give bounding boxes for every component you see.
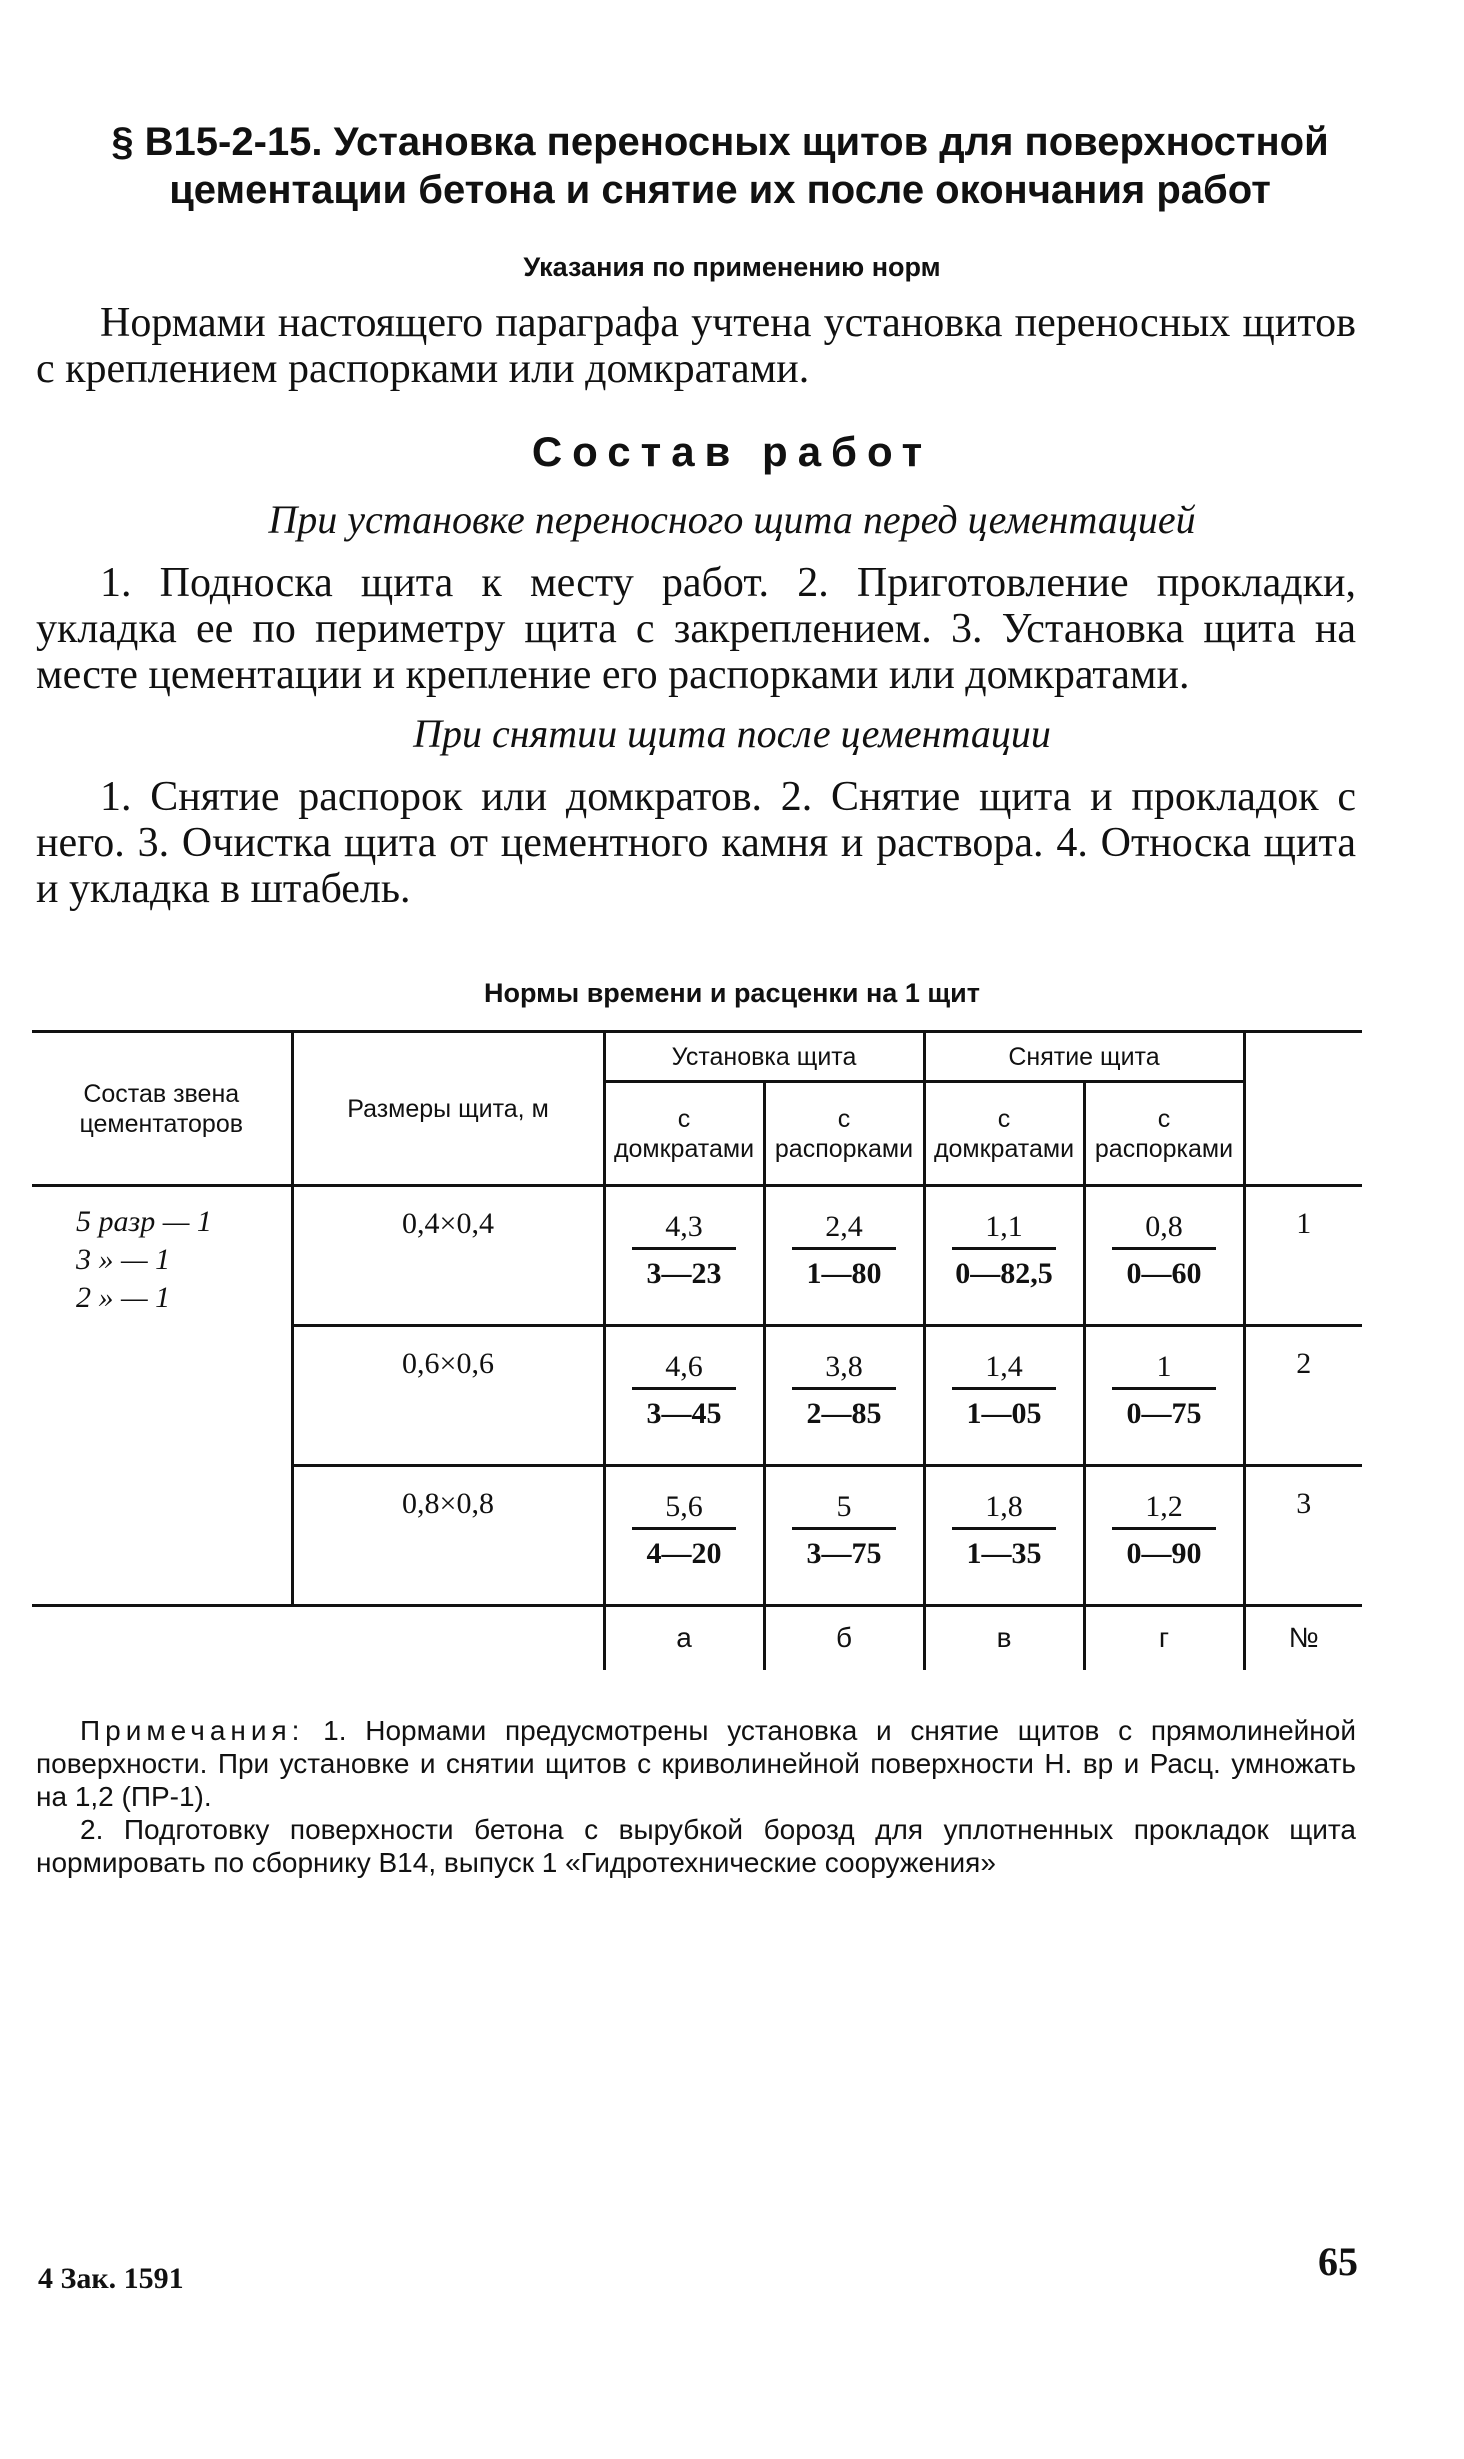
norm-rate: 3—45 [646, 1397, 722, 1430]
column-id: а [604, 1606, 764, 1670]
norm-cell [604, 1326, 764, 1466]
row-number: 1 [1244, 1186, 1362, 1326]
note-1 [36, 1714, 1356, 1813]
section-heading [70, 118, 1370, 214]
column-id-row [32, 1606, 1362, 1670]
row-number: 3 [1244, 1466, 1362, 1606]
empty-cell [32, 1606, 292, 1670]
norm-cell [764, 1466, 924, 1606]
install-header: Установка щита [604, 1032, 924, 1082]
norm-cell [1084, 1326, 1244, 1466]
norm-cell [1084, 1186, 1244, 1326]
note-2: 2. Подготовку поверхности бетона с вырубкой борозд для уплотненных прокладок щита нормировать по сборнику В14, выпуск 1 «Гидротехнические сооружения» [36, 1814, 1356, 1878]
crew-line: 5 разр — 1 [76, 1205, 212, 1238]
norm-rate: 1—80 [806, 1257, 882, 1290]
norm-cell [1084, 1466, 1244, 1606]
norm-time: 3,8 [792, 1349, 896, 1390]
guidance-text: Нормами настоящего параграфа учтена установка переносных щитов с креплением распорками или домкратами. [36, 300, 1356, 392]
table-caption: Нормы времени и расценки на 1 щит [484, 978, 980, 1008]
order-number: 4 Зак. 1591 [38, 2262, 184, 2295]
norm-time: 5 [792, 1489, 896, 1530]
norm-rate: 1—35 [966, 1537, 1042, 1570]
row-number: 2 [1244, 1326, 1362, 1466]
install-struts-header: с распорками [764, 1082, 924, 1186]
column-id: № [1244, 1606, 1362, 1670]
install-text: 1. Подноска щита к месту работ. 2. Приготовление прокладки, укладка ее по периметру щита с закреплением. 3. Установка щита на месте цементации и крепление его распорками или домкратами. [36, 560, 1356, 698]
notes-label: Примечания: [80, 1715, 305, 1746]
norm-rate: 3—23 [646, 1257, 722, 1290]
removal-text: 1. Снятие распорок или домкратов. 2. Снятие щита и прокладок с него. 3. Очистка щита от цементного камня и раствора. 4. Относка щита и укладка в штабель. [36, 774, 1356, 912]
table-row [32, 1186, 1362, 1326]
crew-line: 2 » — 1 [76, 1281, 171, 1314]
guidance-heading: Указания по применению норм [523, 252, 941, 282]
norm-time: 5,6 [632, 1489, 736, 1530]
shield-size: 0,8×0,8 [292, 1466, 604, 1606]
empty-cell [292, 1606, 604, 1670]
shield-size: 0,4×0,4 [292, 1186, 604, 1326]
norm-cell [764, 1186, 924, 1326]
norm-time: 4,6 [632, 1349, 736, 1390]
number-header [1244, 1032, 1362, 1186]
norm-cell [604, 1466, 764, 1606]
removal-struts-header: с распорками [1084, 1082, 1244, 1186]
norm-time: 1,4 [952, 1349, 1056, 1390]
norm-rate: 0—82,5 [955, 1257, 1053, 1290]
norm-cell [924, 1466, 1084, 1606]
norm-rate: 2—85 [806, 1397, 882, 1430]
norm-time: 1 [1112, 1349, 1216, 1390]
norm-time: 1,1 [952, 1209, 1056, 1250]
crew-composition [32, 1186, 292, 1606]
norm-rate: 1—05 [966, 1397, 1042, 1430]
norm-time: 1,2 [1112, 1489, 1216, 1530]
section-heading-line1: § В15-2-15. Установка переносных щитов для поверхностной [111, 120, 1329, 164]
notes [36, 1714, 1356, 1879]
crew-line: 3 » — 1 [76, 1243, 171, 1276]
norms-table [32, 1030, 1362, 1670]
work-composition-title: Состав работ [531, 428, 933, 475]
removal-heading: При снятии щита после цементации [413, 711, 1051, 756]
norm-cell [604, 1186, 764, 1326]
norm-time: 1,8 [952, 1489, 1056, 1530]
norm-rate: 0—60 [1126, 1257, 1202, 1290]
norm-cell [924, 1186, 1084, 1326]
section-heading-line2: цементации бетона и снятие их после окончания работ [169, 168, 1271, 212]
column-id: б [764, 1606, 924, 1670]
norm-rate: 0—75 [1126, 1397, 1202, 1430]
size-header: Размеры щита, м [292, 1032, 604, 1186]
column-id: в [924, 1606, 1084, 1670]
table-header-row [32, 1032, 1362, 1082]
install-heading: При установке переносного щита перед цементацией [268, 497, 1196, 542]
column-id: г [1084, 1606, 1244, 1670]
norm-time: 0,8 [1112, 1209, 1216, 1250]
page-number: 65 [1318, 2239, 1358, 2284]
note-1-text: 1. Нормами предусмотрены установка и снятие щитов с прямолинейной поверхности. При установке и снятии щитов с криволинейной поверхности Н. вр и Расц. умножать на 1,2 (ПР-1). [36, 1715, 1356, 1812]
norm-time: 4,3 [632, 1209, 736, 1250]
norm-cell [764, 1326, 924, 1466]
crew-header: Состав звена цементаторов [32, 1032, 292, 1186]
norm-rate: 3—75 [806, 1537, 882, 1570]
install-jacks-header: с домкратами [604, 1082, 764, 1186]
norm-time: 2,4 [792, 1209, 896, 1250]
norm-cell [924, 1326, 1084, 1466]
norm-rate: 0—90 [1126, 1537, 1202, 1570]
removal-jacks-header: с домкратами [924, 1082, 1084, 1186]
removal-header: Снятие щита [924, 1032, 1244, 1082]
norm-rate: 4—20 [646, 1537, 722, 1570]
shield-size: 0,6×0,6 [292, 1326, 604, 1466]
